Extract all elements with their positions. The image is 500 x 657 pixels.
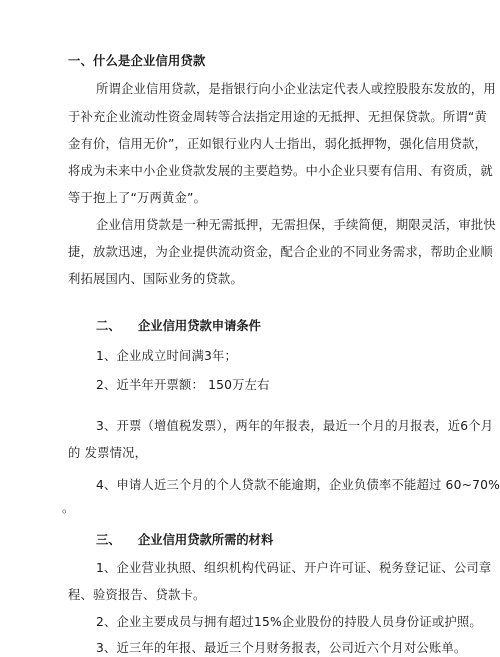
section-2-item-4-line-2: 。 bbox=[62, 501, 75, 515]
section-1-para-1-line-1: 所谓企业信用贷款，是指银行向小企业法定代表人或控股股东发放的，用 bbox=[96, 82, 496, 96]
section-3-item-3: 3、近三年的年报、最近三个月财务报表，公司近六个月对公账单。 bbox=[96, 641, 467, 655]
section-1-para-2-line-2: 捷，放款迅速，为企业提供流动资金，配合企业的不同业务需求，帮助企业顺 bbox=[68, 245, 493, 259]
section-2-item-3-line-2: 的 发票情况， bbox=[68, 446, 148, 460]
section-3-number: 三、 bbox=[96, 533, 121, 547]
section-1-para-1-line-2: 于补充企业流动性资金周转等合法指定用途的无抵押、无担保贷款。所谓“黄 bbox=[68, 110, 487, 124]
section-1-para-1-line-5: 等于抱上了“万两黄金”。 bbox=[68, 191, 207, 205]
section-2-item-1: 1、企业成立时间满3年； bbox=[96, 349, 238, 363]
section-1-para-1-line-4: 将成为未来中小企业贷款发展的主要趋势。中小企业只要有信用、有资质，就 bbox=[68, 164, 493, 178]
section-2-item-2: 2、近半年开票额： 150万左右 bbox=[96, 378, 270, 392]
section-1-heading: 一、什么是企业信用贷款 bbox=[68, 54, 206, 68]
section-3-item-2: 2、企业主要成员与拥有超过15%企业股份的持股人员身份证或护照。 bbox=[96, 615, 482, 629]
section-1-para-2-line-3: 利拓展国内、国际业务的贷款。 bbox=[68, 272, 243, 286]
section-2-item-4-line-1: 4、申请人近三个月的个人贷款不能逾期，企业负债率不能超过 60~70% bbox=[96, 478, 500, 492]
section-3-item-1-line-1: 1、企业营业执照、组织机构代码证、开户许可证、税务登记证、公司章 bbox=[96, 561, 492, 575]
section-2-heading bbox=[96, 318, 396, 334]
section-2-title: 企业信用贷款申请条件 bbox=[138, 319, 261, 333]
section-2-number: 二、 bbox=[96, 319, 121, 333]
section-1-para-2-line-1: 企业信用贷款是一种无需抵押，无需担保，手续简便，期限灵活，审批快 bbox=[96, 218, 496, 232]
section-3-heading bbox=[96, 532, 396, 548]
section-2-item-3-line-1: 3、开票（增值税发票），两年的年报表，最近一个月的月报表，近6个月 bbox=[96, 419, 494, 433]
section-1-para-1-line-3: 金有价，信用无价”，正如银行业内人士指出，弱化抵押物，强化信用贷款， bbox=[68, 137, 487, 151]
section-3-title: 企业信用贷款所需的材料 bbox=[138, 533, 274, 547]
section-3-item-1-line-2: 程、验资报告、贷款卡。 bbox=[68, 588, 206, 602]
